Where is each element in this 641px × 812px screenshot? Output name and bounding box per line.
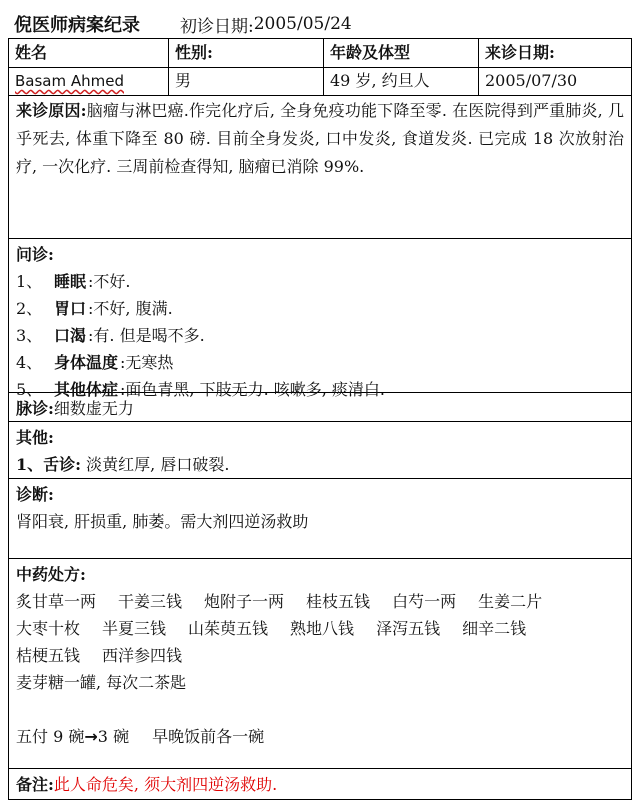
- inquiry-item: [16, 268, 624, 295]
- inquiry-item-number: 4、: [16, 353, 43, 372]
- patient-info-header-row: [9, 39, 631, 68]
- inquiry-label: 问诊:: [16, 245, 54, 264]
- herb-item: 泽泻五钱: [376, 619, 441, 638]
- herb-item: 桔梗五钱: [16, 646, 81, 665]
- herb-item: 细辛二钱: [462, 619, 527, 638]
- herb-list: [16, 588, 616, 669]
- inquiry-item-separator: :: [88, 326, 94, 345]
- note-label: 备注:: [16, 775, 54, 794]
- visit-date-header: 来诊日期:: [485, 43, 555, 62]
- pulse-value: 细数虚无力: [53, 399, 134, 418]
- visit-date: 2005/07/30: [485, 71, 578, 90]
- inquiry-item-key: 口渴: [54, 326, 87, 345]
- other-label: 其他:: [16, 428, 54, 447]
- inquiry-item-key: 身体温度: [54, 353, 119, 372]
- patient-name-cell: [9, 67, 169, 95]
- herb-item: 熟地八钱: [290, 619, 355, 638]
- inquiry-item-value: 无寒热: [125, 353, 174, 372]
- inquiry-item-number: 2、: [16, 299, 43, 318]
- inquiry-item-value: 不好, 腹满.: [93, 299, 173, 318]
- inquiry-item-key: 胃口: [54, 299, 87, 318]
- herb-item: 大枣十枚: [16, 619, 81, 638]
- inquiry-item-number: 5、: [16, 380, 43, 399]
- note-section: [9, 769, 631, 801]
- herb-item: 西洋参四钱: [102, 646, 183, 665]
- inquiry-item: [16, 295, 624, 322]
- herb-item: 炙甘草一两: [16, 592, 97, 611]
- inquiry-item-key: 睡眠: [54, 272, 87, 291]
- inquiry-item-separator: :: [120, 353, 126, 372]
- diagnosis-label: 诊断:: [16, 485, 54, 504]
- herb-item: 桂枝五钱: [306, 592, 371, 611]
- prescription-extra: 麦芽糖一罐, 每次二茶匙: [16, 673, 187, 692]
- dose-timing: 早晚饭前各一碗: [152, 727, 265, 746]
- other-section: [9, 422, 631, 479]
- inquiry-item-value: 面色青黑, 下肢无力. 咳嗽多, 痰清白.: [125, 380, 386, 399]
- record-title: 倪医师病案纪录: [14, 15, 140, 36]
- sex-header: 性别:: [169, 39, 324, 67]
- herb-item: 炮附子一两: [204, 592, 285, 611]
- visit-reason-label: 来诊原因:: [16, 101, 87, 120]
- herb-item: 山茱萸五钱: [188, 619, 269, 638]
- herb-item: 半夏三钱: [102, 619, 167, 638]
- inquiry-item-number: 1、: [16, 272, 43, 291]
- initial-visit-date: 2005/05/24: [253, 14, 352, 34]
- diagnosis-section: [9, 479, 631, 559]
- dosage-instructions: [16, 723, 624, 750]
- name-header: 姓名: [9, 39, 169, 67]
- visit-reason-text: 脑瘤与淋巴癌.作完化疗后, 全身免疫功能下降至零. 在医院得到严重肺炎, 几乎死去, 体重下降至 80 磅. 目前全身发炎, 口中发炎, 食道发炎. 已完成 18 次放射治疗, 一次化疗. 三周前检查得知, 脑瘤已消除 99%.: [16, 101, 624, 176]
- age-header: 年龄及体型: [324, 39, 479, 67]
- inquiry-item-separator: :: [88, 272, 94, 291]
- patient-name: Basam Ahmed: [15, 72, 124, 90]
- dose-to: 3 碗: [97, 727, 130, 746]
- inquiry-item-key: 其他体症: [54, 380, 119, 399]
- arrow-right-icon: →: [84, 727, 98, 746]
- tongue-label: 1、舌诊:: [16, 455, 82, 474]
- patient-age: 49 岁, 约旦人: [324, 67, 479, 95]
- patient-sex: 男: [169, 67, 324, 95]
- tongue-value: 淡黄红厚, 唇口破裂.: [86, 455, 230, 474]
- record-header: [14, 10, 352, 38]
- inquiry-item-value: 有. 但是喝不多.: [93, 326, 205, 345]
- inquiry-item: [16, 349, 624, 376]
- dose-from: 9 碗: [53, 727, 85, 746]
- dose-count: 五付: [16, 727, 49, 746]
- case-record-table: [8, 38, 632, 800]
- inquiry-item-number: 3、: [16, 326, 43, 345]
- diagnosis-text: 肾阳衰, 肝损重, 肺萎。需大剂四逆汤救助: [16, 512, 309, 531]
- prescription-label: 中药处方:: [16, 565, 86, 584]
- herb-item: 生姜二片: [478, 592, 543, 611]
- inquiry-item-value: 不好.: [93, 272, 131, 291]
- pulse-section: [9, 393, 631, 422]
- visit-reason-section: [9, 95, 631, 239]
- herb-item: 干姜三钱: [118, 592, 183, 611]
- patient-info-value-row: [9, 67, 631, 96]
- initial-visit-label: 初诊日期:: [180, 16, 254, 37]
- inquiry-item-separator: :: [88, 299, 94, 318]
- pulse-label: 脉诊:: [16, 399, 54, 418]
- prescription-section: [9, 559, 631, 769]
- herb-item: 白芍一两: [392, 592, 457, 611]
- inquiry-item-separator: :: [120, 380, 126, 399]
- inquiry-item: [16, 322, 624, 349]
- inquiry-section: [9, 239, 631, 399]
- note-text: 此人命危矣, 须大剂四逆汤救助.: [53, 775, 278, 794]
